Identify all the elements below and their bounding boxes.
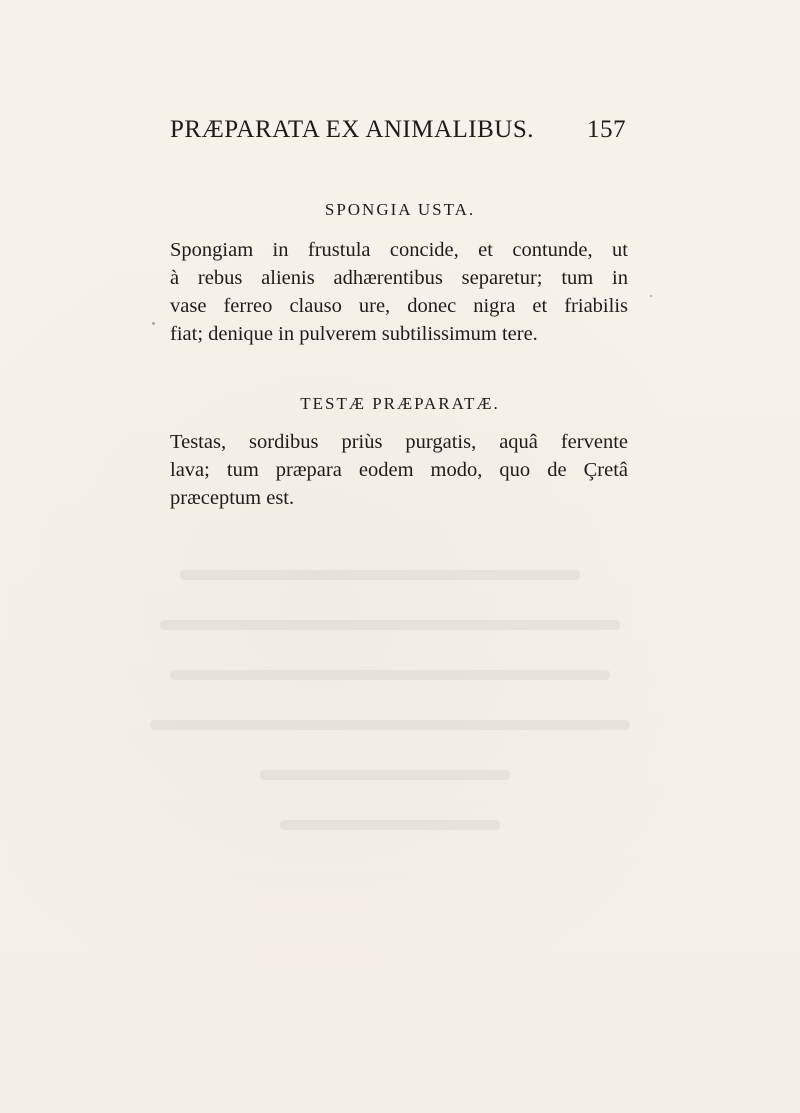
text-line: Testas, sordibus priùs purgatis, aquâ fervente (170, 431, 628, 453)
text-line: lava; tum præpara eodem modo, quo de Çretâ (170, 459, 628, 481)
text-line: fiat; denique in pulverem subtilissimum tere. (170, 323, 538, 345)
text-line: præceptum est. (170, 487, 295, 509)
paragraph-spongia-usta (170, 236, 628, 348)
section-heading-spongia-usta: SPONGIA USTA. (324, 200, 476, 219)
show-through-texture (140, 560, 660, 860)
paper-speck (650, 295, 652, 297)
running-title: PRÆPARATA EX ANIMALIBUS. (170, 116, 535, 143)
section-heading-testae-praeparatae: TESTÆ PRÆPARATÆ. (300, 394, 500, 413)
paper-speck (152, 322, 155, 325)
text-line: à rebus alienis adhærentibus separetur; tum in (170, 267, 628, 289)
paragraph-testae-praeparatae (170, 428, 628, 512)
page-number: 157 (587, 116, 626, 143)
running-head (170, 116, 626, 152)
text-line: Spongiam in frustula concide, et contunde, ut (170, 239, 628, 261)
text-line: vase ferreo clauso ure, donec nigra et friabilis (170, 295, 628, 317)
